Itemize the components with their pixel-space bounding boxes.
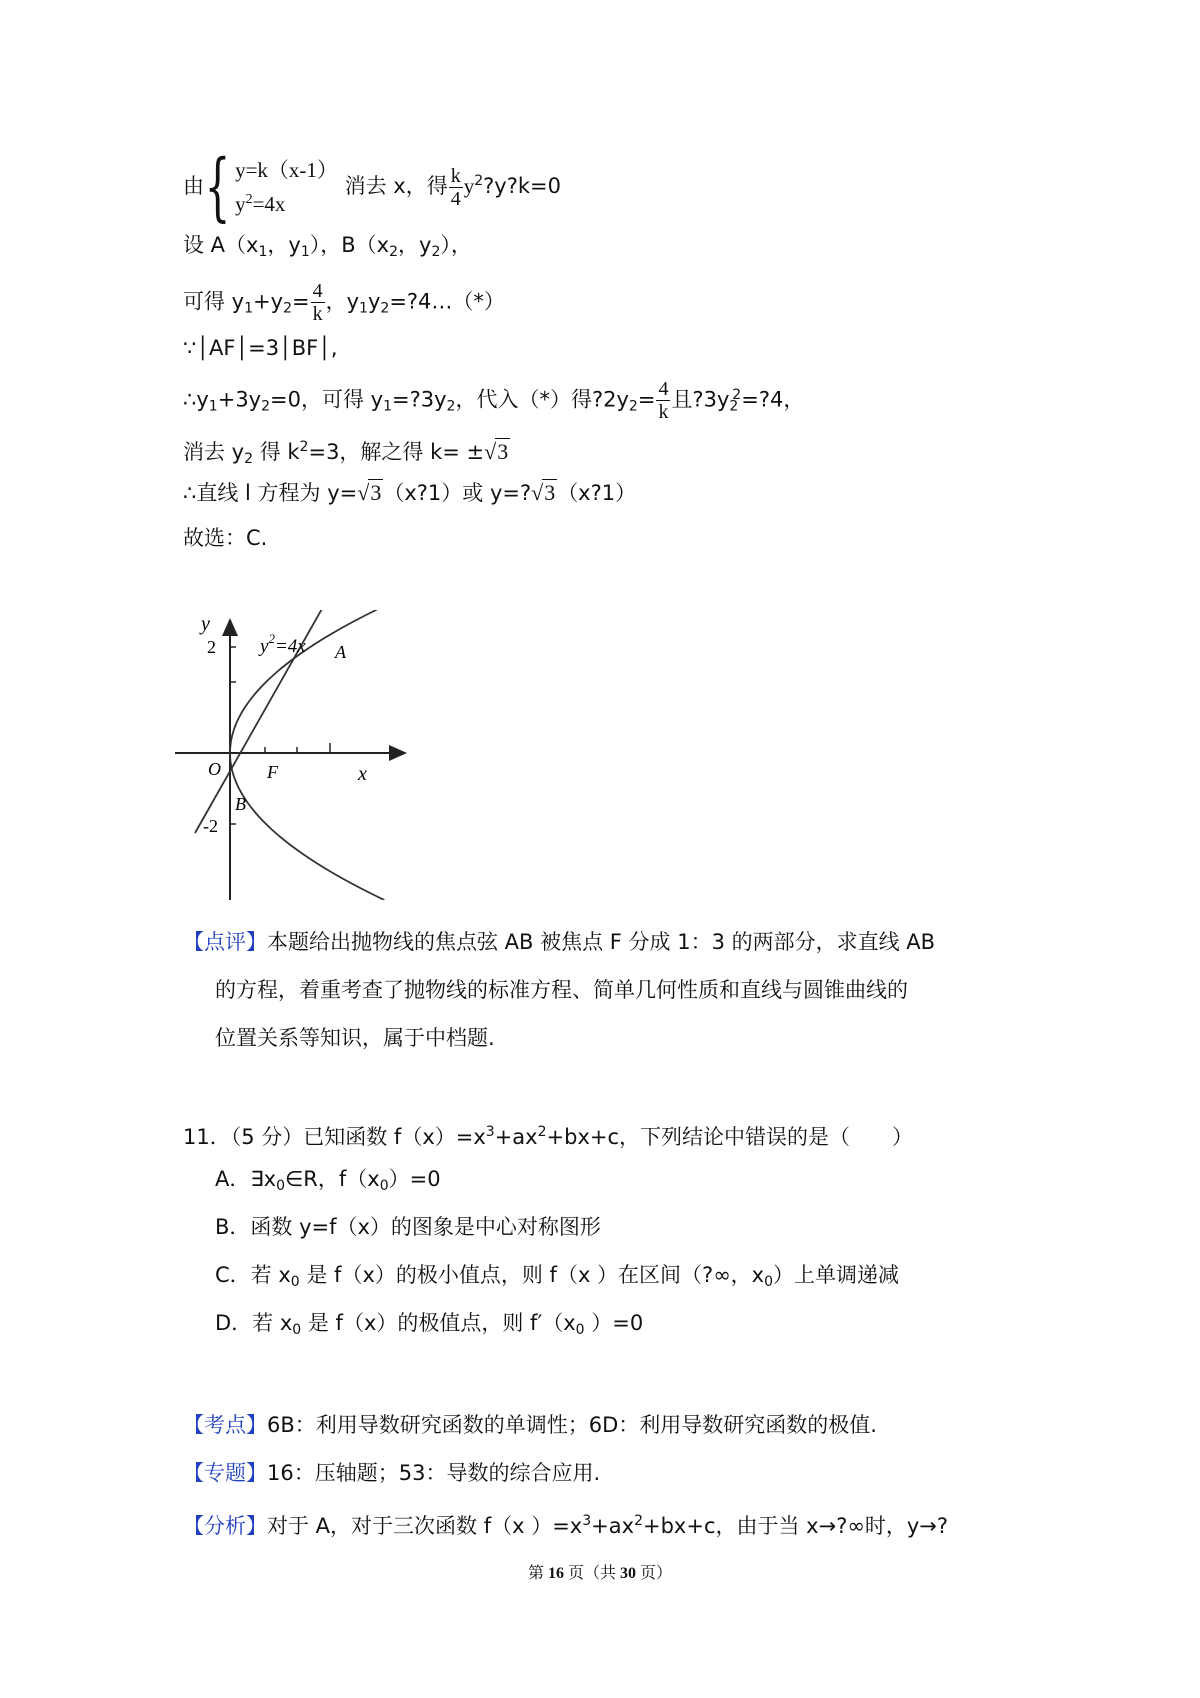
fraction-k-over-4: $\frac{k}{4}$: [450, 164, 461, 210]
eliminate-text: 消去 x，得: [344, 174, 448, 198]
curve-label: $y^2=4x$: [260, 631, 306, 657]
system-eq-1: y=k（x-1）: [235, 158, 338, 182]
solution-line-1: 由 { y=k（x-1） $y^2=4x$ 消去 x，得 $\frac{k}{4}$ $y^2?y?k=0$: [183, 144, 561, 230]
comment-line-2: 的方程，着重考查了抛物线的标准方程、简单几何性质和直线与圆锥曲线的: [215, 978, 908, 1002]
system-eq-2: $y^2=4x$: [235, 192, 286, 216]
solution-line-4: ∵│AF│=3│BF│,: [183, 336, 338, 360]
comment-line-3: 位置关系等知识，属于中档题.: [215, 1026, 495, 1050]
sqrt-3-b: √3: [531, 480, 556, 505]
solution-line-5: $\therefore y_1+3y_2=0$，可得 $y_1=?3y_2$，代入（*）得$?2y_2=$ $\frac{4}{k}$ 且$?3y_2^2=?4$，: [183, 378, 805, 423]
kaodian-tag: 【考点】: [183, 1413, 267, 1437]
zhuanti-line: 【专题】16：压轴题；53：导数的综合应用.: [183, 1461, 601, 1485]
parabola-curve: [230, 610, 384, 900]
text-you: 由: [183, 174, 204, 198]
page-footer: 第 16 页（共 30 页）: [527, 1565, 673, 1582]
x-axis-label: x: [358, 763, 367, 785]
point-a-label: A: [335, 642, 346, 662]
solution-line-3: 可得 $y_1+y_2=$ $\frac{4}{k}$ ，$y_1y_2=?4\dots(*)$: [183, 280, 505, 325]
y-axis-label: y: [201, 613, 210, 635]
zhuanti-tag: 【专题】: [183, 1461, 267, 1485]
fenxi-tag: 【分析】: [183, 1514, 267, 1538]
tick-label-2: 2: [207, 637, 216, 657]
question-stem: 11．（5 分）已知函数 $f(x)=x^3+ax^2+bx+c$，下列结论中错误的是（ ）: [183, 1124, 914, 1149]
comment-block: [183, 918, 1033, 1062]
fraction-4-over-k: $\frac{4}{k}$: [312, 280, 323, 325]
solution-line-7: ∴直线 l 方程为 y=√3（x?1）或 y=?√3（x?1）: [183, 480, 637, 505]
sqrt-3-a: √3: [357, 480, 382, 505]
fraction-4-over-k-2: $\frac{4}{k}$: [658, 378, 669, 423]
solution-line-2: 设 $A(x_1$，$y_1$），$B(x_2$，$y_2$），: [183, 233, 472, 260]
option-d: D．若 $x_0$ 是 f（x）的极值点，则 $f'(x_0$ ）=0: [215, 1311, 644, 1338]
tick-label-neg2: -2: [203, 816, 218, 836]
quadratic-tail: ?y?k=0: [483, 174, 561, 198]
origin-label: O: [208, 759, 221, 779]
equation-system: [204, 144, 338, 230]
option-a: A．$\exists x_0\in R$，$f(x_0)=0$: [215, 1167, 441, 1194]
fenxi-line: 【分析】对于 A，对于三次函数 f（x ）$=x^3+ax^2+bx+c$，由于当 x→?∞时，y→?: [183, 1513, 949, 1538]
comment-line-1: 本题给出抛物线的焦点弦 AB 被焦点 F 分成 1：3 的两部分，求直线 AB: [267, 930, 936, 954]
comment-tag: 【点评】: [183, 930, 267, 954]
left-brace: {: [204, 144, 231, 230]
point-f-label: F: [267, 762, 278, 782]
option-c: C．若 $x_0$ 是 f（x）的极小值点，则 f（x ）在区间（?∞，$x_0$）上单调递减: [215, 1263, 900, 1290]
kaodian-line: 【考点】6B：利用导数研究函数的单调性；6D：利用导数研究函数的极值.: [183, 1413, 877, 1437]
page-number: 16: [547, 1565, 564, 1582]
parabola-figure: [175, 610, 415, 900]
point-b-label: B: [235, 794, 246, 814]
sqrt-3: √3: [484, 439, 509, 464]
solution-line-6: 消去 $y_2$ 得 $k^2=3$，解之得 k= ±√3: [183, 439, 509, 467]
page-total: 30: [620, 1565, 636, 1582]
solution-answer: 故选：C.: [183, 526, 268, 550]
option-b: B．函数 y=f（x）的图象是中心对称图形: [215, 1215, 601, 1239]
